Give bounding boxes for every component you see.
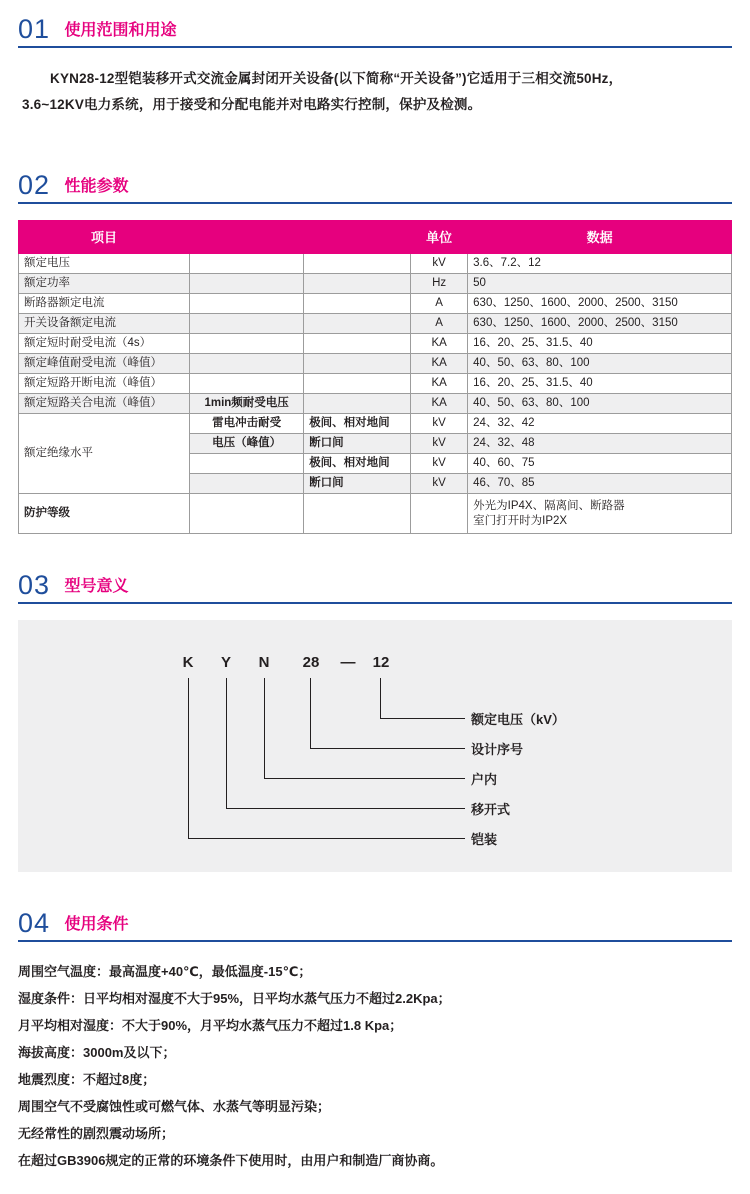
section-number: 04 — [18, 908, 51, 938]
diagram-label-rated-voltage: 额定电压（kV） — [471, 712, 565, 727]
cell-sub1 — [190, 374, 304, 394]
section-header-04 — [18, 908, 732, 942]
cell-blank-2 — [304, 494, 411, 534]
table-row — [19, 374, 732, 394]
cell-sub1 — [190, 474, 304, 494]
protection-line-1: 外光为IP4X、隔离间、断路器 — [473, 499, 625, 512]
cell-data: 46、70、85 — [468, 474, 732, 494]
intro-line-2: 3.6~12KV电力系统，用于接受和分配电能并对电路实行控制，保护及检测。 — [22, 97, 482, 112]
condition-item: 月平均相对湿度：不大于90%，月平均水蒸气压力不超过1.8 Kpa； — [18, 1018, 403, 1033]
section-number: 02 — [18, 170, 51, 200]
condition-item: 在超过GB3906规定的正常的环境条件下使用时，由用户和制造厂商协商。 — [18, 1153, 444, 1168]
model-char-n: N — [258, 654, 270, 671]
cell-sub2 — [304, 274, 411, 294]
col-header-unit: 单位 — [411, 221, 468, 254]
cell-unit: kV — [411, 474, 468, 494]
cell-item: 额定功率 — [19, 274, 190, 294]
cell-unit: KA — [411, 394, 468, 414]
cell-insulation-label: 额定绝缘水平 — [19, 414, 190, 494]
cell-data: 3.6、7.2、12 — [468, 254, 732, 274]
cell-sub2 — [304, 394, 411, 414]
cell-sub2 — [304, 254, 411, 274]
section-rule — [18, 46, 732, 48]
cell-data: 40、60、75 — [468, 454, 732, 474]
table-header-row — [19, 221, 732, 254]
cell-data: 50 — [468, 274, 732, 294]
leader-line-28 — [310, 678, 311, 748]
leader-h-12 — [380, 718, 465, 719]
condition-item: 周围空气温度：最高温度+40℃，最低温度-15℃； — [18, 964, 312, 979]
condition-item: 海拔高度：3000m及以下； — [18, 1045, 176, 1060]
leader-line-k — [188, 678, 189, 838]
diagram-label-indoor: 户内 — [471, 772, 498, 787]
condition-item: 湿度条件：日平均相对湿度不大于95%，日平均水蒸气压力不超过2.2Kpa； — [18, 991, 451, 1006]
table-row — [19, 254, 732, 274]
cell-sub2 — [304, 354, 411, 374]
section-title: 使用范围和用途 — [64, 22, 177, 39]
diagram-label-withdrawable: 移开式 — [471, 802, 511, 817]
cell-sub2: 极间、相对地间 — [304, 414, 411, 434]
leader-line-y — [226, 678, 227, 808]
section-title: 性能参数 — [64, 178, 129, 195]
table-row-insulation — [19, 414, 732, 434]
leader-h-y — [226, 808, 465, 809]
cell-item: 开关设备额定电流 — [19, 314, 190, 334]
conditions-list — [18, 958, 732, 1174]
cell-sub2 — [304, 334, 411, 354]
model-char-y: Y — [220, 654, 231, 671]
model-designation-diagram — [18, 620, 732, 872]
cell-item: 额定电压 — [19, 254, 190, 274]
section-header-02 — [18, 170, 732, 204]
cell-sub1: 1min频耐受电压 — [190, 394, 304, 414]
cell-unit: Hz — [411, 274, 468, 294]
cell-unit: kV — [411, 434, 468, 454]
cell-unit: KA — [411, 374, 468, 394]
cell-sub1: 电压（峰值） — [190, 434, 304, 454]
model-char-dash: — — [340, 654, 356, 671]
spec-table-wrapper — [18, 220, 732, 534]
protection-line-2: 室门打开时为IP2X — [473, 514, 568, 527]
section-rule — [18, 202, 732, 204]
diagram-label-design-serial: 设计序号 — [471, 742, 524, 757]
cell-sub2: 极间、相对地间 — [304, 454, 411, 474]
cell-unit: A — [411, 314, 468, 334]
condition-item: 无经常性的剧烈震动场所； — [18, 1126, 175, 1141]
cell-data: 630、1250、1600、2000、2500、3150 — [468, 314, 732, 334]
cell-sub2: 断口间 — [304, 434, 411, 454]
condition-item: 周围空气不受腐蚀性或可燃气体、水蒸气等明显污染； — [18, 1099, 331, 1114]
leader-h-k — [188, 838, 465, 839]
cell-item: 断路器额定电流 — [19, 294, 190, 314]
cell-sub1 — [190, 454, 304, 474]
intro-line-1: KYN28-12型铠装移开式交流金属封闭开关设备(以下简称“开关设备”)它适用于三相交流50Hz， — [50, 71, 623, 86]
section-rule — [18, 602, 732, 604]
cell-sub1 — [190, 294, 304, 314]
leader-h-28 — [310, 748, 465, 749]
cell-sub2 — [304, 294, 411, 314]
model-char-k: K — [182, 654, 194, 671]
spec-table — [18, 220, 732, 534]
diagram-label-armoured: 铠装 — [471, 832, 498, 847]
section-number: 01 — [18, 14, 51, 44]
cell-sub2 — [304, 314, 411, 334]
col-header-item: 项目 — [19, 221, 190, 254]
cell-unit: KA — [411, 334, 468, 354]
cell-sub1 — [190, 354, 304, 374]
table-row — [19, 334, 732, 354]
cell-sub2 — [304, 374, 411, 394]
table-row-protection — [19, 494, 732, 534]
cell-blank-1 — [190, 494, 304, 534]
section-title: 使用条件 — [64, 916, 129, 933]
section-header-03 — [18, 570, 732, 604]
cell-sub1 — [190, 314, 304, 334]
cell-data: 16、20、25、31.5、40 — [468, 374, 732, 394]
cell-item: 额定短时耐受电流（4s） — [19, 334, 190, 354]
cell-unit: kV — [411, 254, 468, 274]
col-header-blank-2 — [304, 221, 411, 254]
col-header-blank-1 — [190, 221, 304, 254]
cell-sub2: 断口间 — [304, 474, 411, 494]
model-char-28: 28 — [302, 654, 320, 671]
model-char-12: 12 — [372, 654, 390, 671]
table-row — [19, 294, 732, 314]
cell-unit: KA — [411, 354, 468, 374]
cell-blank-unit — [411, 494, 468, 534]
cell-unit: kV — [411, 454, 468, 474]
leader-line-n — [264, 678, 265, 778]
section-header-01 — [18, 14, 732, 48]
section-number: 03 — [18, 570, 51, 600]
condition-item: 地震烈度：不超过8度； — [18, 1072, 156, 1087]
table-row — [19, 314, 732, 334]
cell-sub1: 雷电冲击耐受 — [190, 414, 304, 434]
cell-item: 额定峰值耐受电流（峰值） — [19, 354, 190, 374]
cell-unit: kV — [411, 414, 468, 434]
leader-line-12 — [380, 678, 381, 718]
cell-data: 40、50、63、80、100 — [468, 354, 732, 374]
cell-unit: A — [411, 294, 468, 314]
cell-sub1 — [190, 334, 304, 354]
table-row — [19, 354, 732, 374]
table-row — [19, 394, 732, 414]
table-row — [19, 274, 732, 294]
cell-data: 40、50、63、80、100 — [468, 394, 732, 414]
cell-protection-data — [468, 494, 732, 534]
cell-sub1 — [190, 274, 304, 294]
cell-protection-label: 防护等级 — [19, 494, 190, 534]
section-title: 型号意义 — [64, 578, 129, 595]
cell-data: 16、20、25、31.5、40 — [468, 334, 732, 354]
cell-item: 额定短路开断电流（峰值） — [19, 374, 190, 394]
cell-data: 24、32、48 — [468, 434, 732, 454]
cell-sub1 — [190, 254, 304, 274]
leader-h-n — [264, 778, 465, 779]
col-header-data: 数据 — [468, 221, 732, 254]
cell-data: 630、1250、1600、2000、2500、3150 — [468, 294, 732, 314]
cell-item: 额定短路关合电流（峰值） — [19, 394, 190, 414]
cell-data: 24、32、42 — [468, 414, 732, 434]
section-rule — [18, 940, 732, 942]
intro-paragraph — [22, 66, 728, 118]
